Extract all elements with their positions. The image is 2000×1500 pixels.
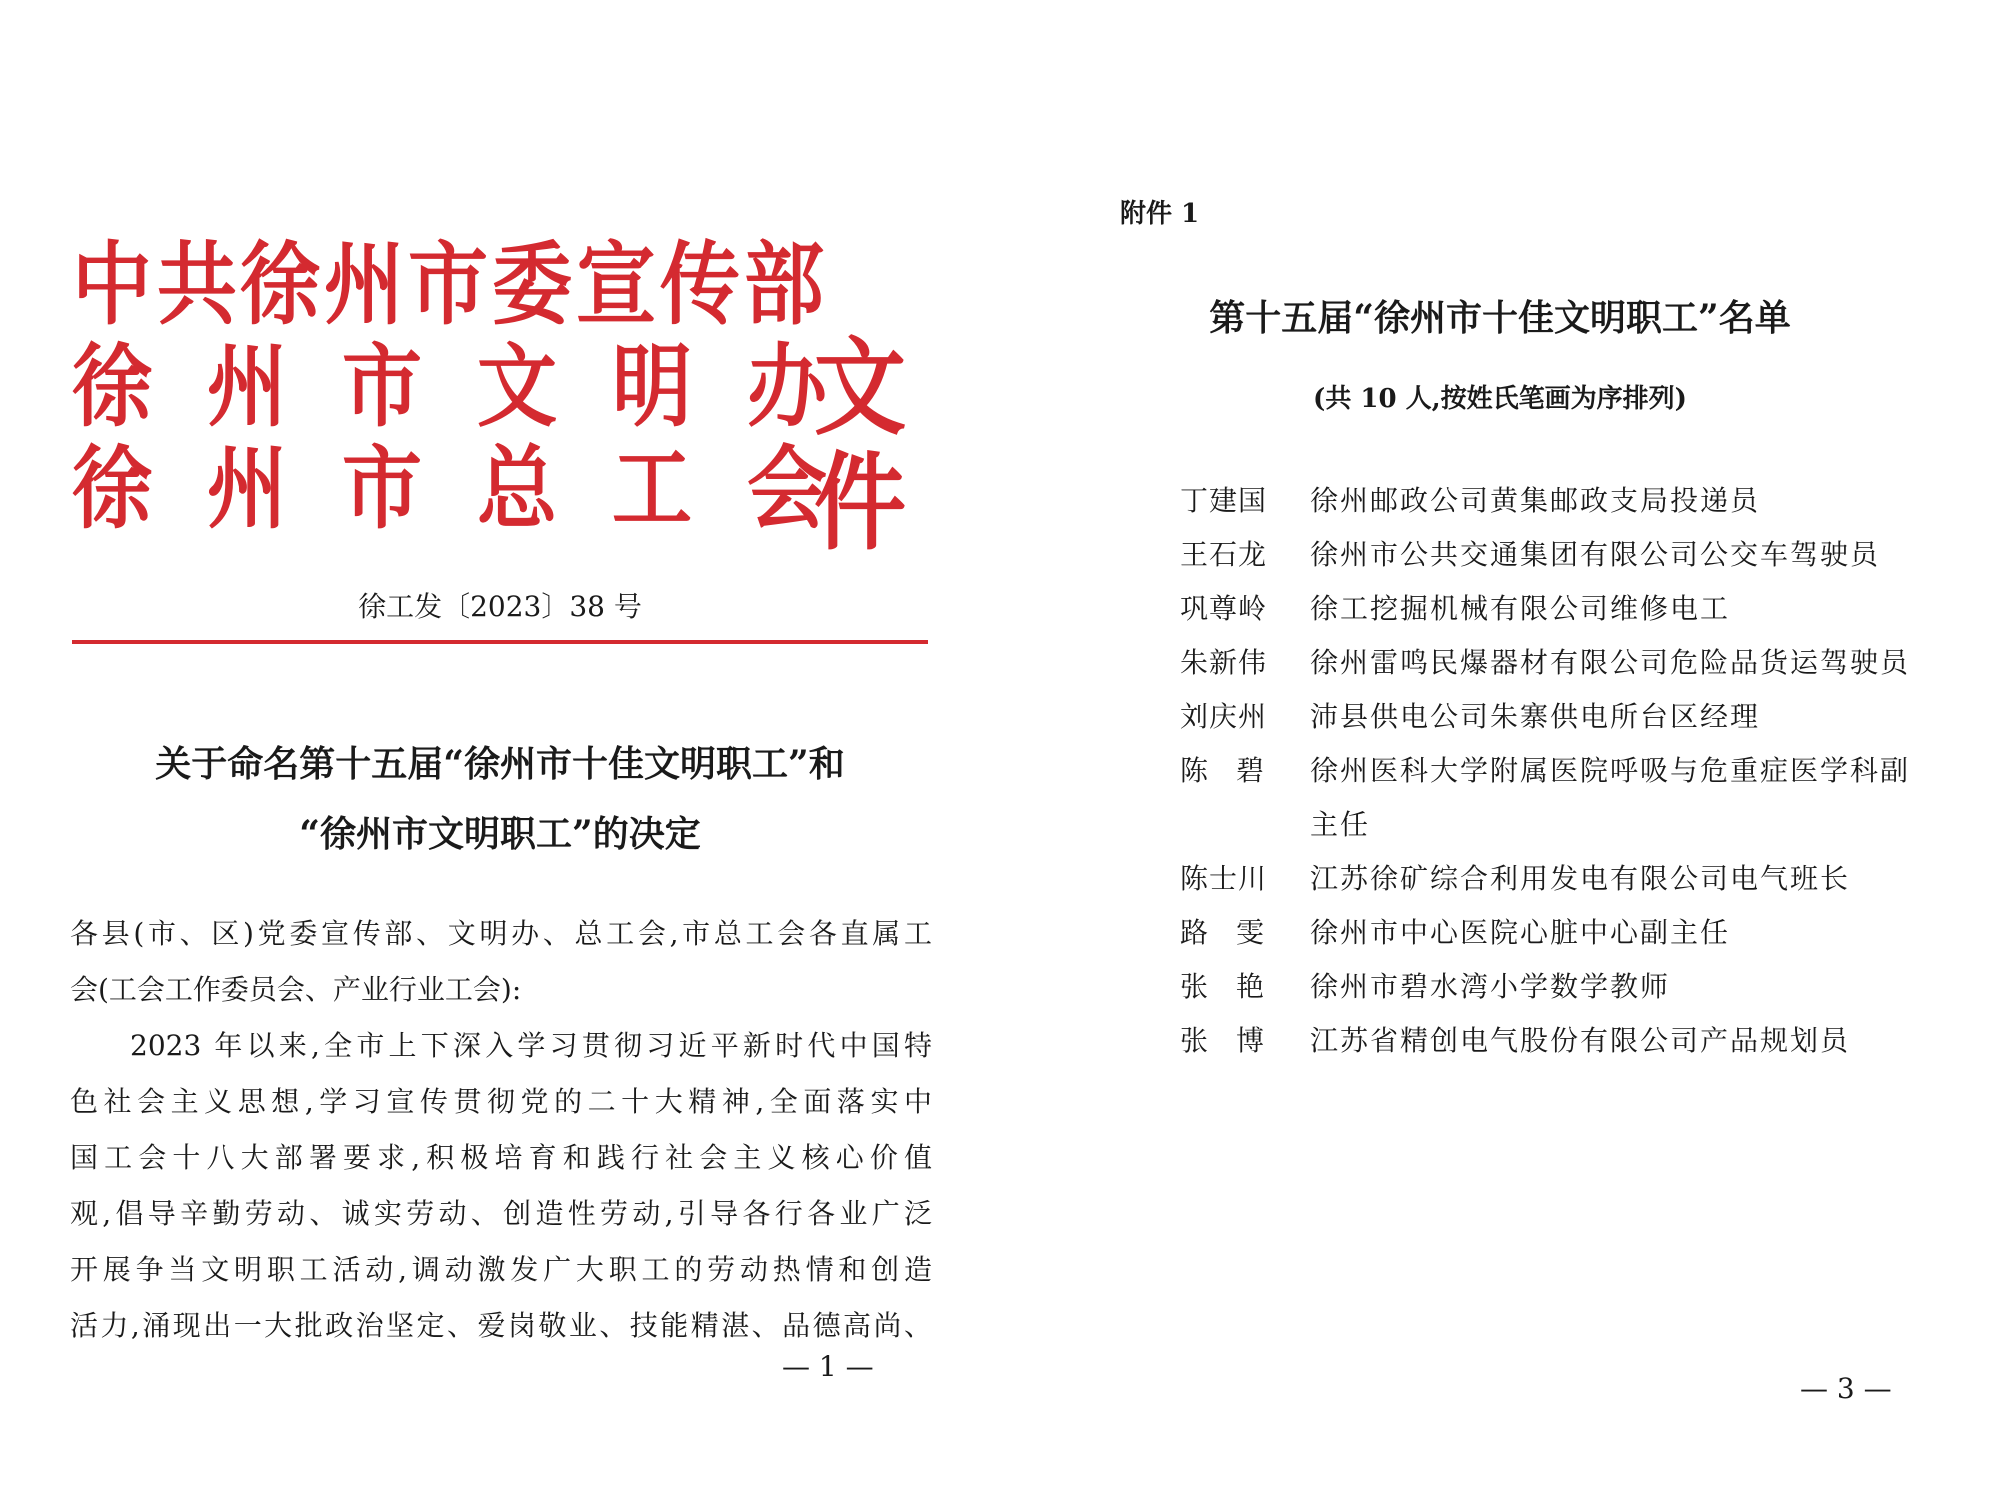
header-char: 传	[660, 231, 740, 337]
honoree-name: 刘庆州	[1180, 700, 1268, 733]
honoree-unit: 江苏省精创电气股份有限公司产品规划员	[1310, 1024, 1851, 1057]
header-char: 市	[342, 435, 422, 541]
list-title: 第十五届“徐州市十佳文明职工”名单	[1209, 297, 1791, 339]
header-char: 市	[342, 333, 422, 439]
honoree-unit: 徐州医科大学附属医院呼吸与危重症医学科副	[1310, 754, 1911, 787]
honoree-unit: 江苏徐矿综合利用发电有限公司电气班长	[1310, 862, 1851, 895]
header-char: 宣	[576, 231, 656, 337]
header-char: 部	[744, 231, 824, 337]
body-text-line: 活力,涌现出一大批政治坚定、爱岗敬业、技能精湛、品德高尚、	[70, 1309, 932, 1342]
agency-row-1	[72, 228, 932, 337]
honoree-name: 路 雯	[1180, 916, 1265, 949]
honoree-unit: 沛县供电公司朱寨供电所台区经理	[1310, 700, 1761, 733]
addressee-line: 会(工会工作委员会、产业行业工会):	[70, 973, 522, 1006]
header-char: 共	[157, 231, 237, 337]
page-number: — 3 —	[1800, 1372, 1892, 1405]
annex-label: 附件 1	[1120, 199, 1200, 229]
header-char: 总	[477, 435, 557, 541]
honoree-name: 巩尊岭	[1180, 592, 1268, 625]
header-char: 州	[324, 231, 404, 337]
honoree-unit: 徐工挖掘机械有限公司维修电工	[1310, 592, 1731, 625]
honoree-unit: 徐州市碧水湾小学数学教师	[1310, 970, 1671, 1003]
honoree-name: 陈士川	[1180, 862, 1268, 895]
red-divider-line	[72, 640, 928, 644]
addressee-line: 各县(市、区)党委宣传部、文明办、总工会,市总工会各直属工	[70, 917, 932, 950]
honoree-unit: 徐州邮政公司黄集邮政支局投递员	[1310, 484, 1761, 517]
honoree-unit-continued: 主任	[1310, 808, 1371, 841]
honoree-name: 张 艳	[1180, 970, 1265, 1003]
honoree-name: 张 博	[1180, 1024, 1265, 1057]
header-char: 中	[72, 231, 152, 337]
honoree-name: 王石龙	[1180, 538, 1268, 571]
header-char: 市	[408, 231, 488, 337]
honoree-name: 丁建国	[1180, 484, 1268, 517]
header-char: 文	[477, 333, 557, 439]
document-label: 文件	[814, 325, 903, 565]
honoree-unit: 徐州市中心医院心脏中心副主任	[1310, 916, 1731, 949]
document-page-3	[1000, 0, 2000, 1500]
body-text-line: 国工会十八大部署要求,积极培育和践行社会主义核心价值	[70, 1141, 932, 1174]
document-number: 徐工发〔2023〕38 号	[358, 590, 642, 623]
header-char: 办	[747, 333, 827, 439]
header-char: 徐	[240, 231, 320, 337]
body-text-line: 2023 年以来,全市上下深入学习贯彻习近平新时代中国特	[130, 1029, 932, 1062]
page-number: — 1 —	[782, 1350, 874, 1383]
body-text-line: 开展争当文明职工活动,调动激发广大职工的劳动热情和创造	[70, 1253, 932, 1286]
honoree-unit: 徐州雷鸣民爆器材有限公司危险品货运驾驶员	[1310, 646, 1911, 679]
honoree-name: 朱新伟	[1180, 646, 1268, 679]
decision-title-line-2: “徐州市文明职工”的决定	[299, 813, 701, 855]
header-char: 州	[207, 435, 287, 541]
honoree-name: 陈 碧	[1180, 754, 1265, 787]
header-char: 徐	[72, 435, 152, 541]
header-char: 工	[612, 435, 692, 541]
header-char: 州	[207, 333, 287, 439]
list-subtitle: (共 10 人,按姓氏笔画为序排列)	[1313, 384, 1687, 414]
decision-title-line-1: 关于命名第十五届“徐州市十佳文明职工”和	[155, 743, 845, 785]
honoree-unit: 徐州市公共交通集团有限公司公交车驾驶员	[1310, 538, 1881, 571]
agency-row-3	[72, 432, 932, 541]
body-text-line: 色社会主义思想,学习宣传贯彻党的二十大精神,全面落实中	[70, 1085, 932, 1118]
body-text-line: 观,倡导辛勤劳动、诚实劳动、创造性劳动,引导各行各业广泛	[70, 1197, 932, 1230]
header-char: 委	[492, 231, 572, 337]
header-char: 明	[612, 333, 692, 439]
header-char: 徐	[72, 333, 152, 439]
header-char: 会	[747, 435, 827, 541]
agency-row-2	[72, 330, 932, 439]
